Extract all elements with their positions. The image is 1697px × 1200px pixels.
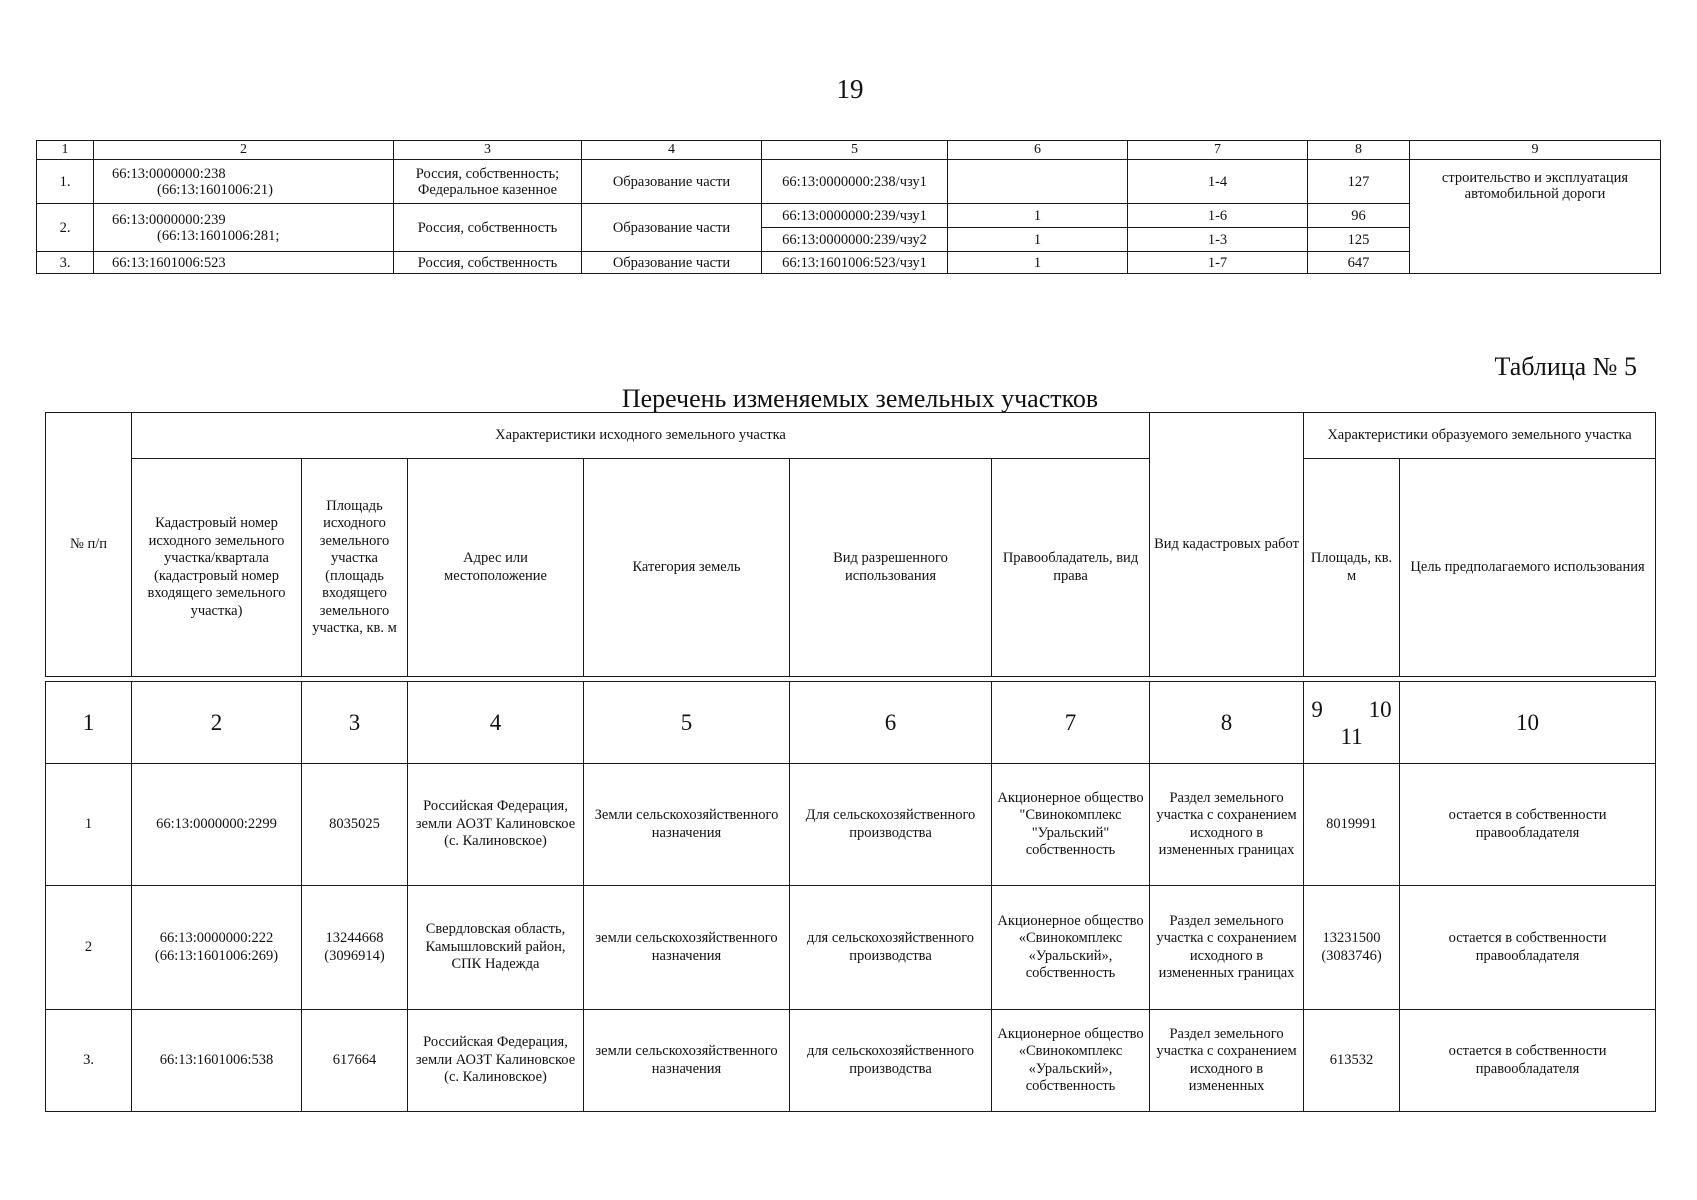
area: 617664 xyxy=(302,1010,408,1112)
area: 8035025 xyxy=(302,764,408,886)
address: Российская Федерация, земли АОЗТ Калиновское (с. Калиновское) xyxy=(408,1010,584,1112)
category: земли сельскохозяйственного назначения xyxy=(584,886,790,1010)
column-number: 5 xyxy=(584,682,790,764)
owner: Акционерное общество «Свинокомплекс «Уральский», собственность xyxy=(992,886,1150,1010)
action: Образование части xyxy=(582,160,762,204)
cadastral-main: 66:13:0000000:239 xyxy=(112,211,226,228)
table-row xyxy=(46,886,1656,1010)
column-number: 5 xyxy=(762,141,948,160)
row-number: 3. xyxy=(37,252,94,274)
header-new-area: Площадь, кв. м xyxy=(1304,459,1400,677)
area-value: 125 xyxy=(1308,228,1410,252)
col6-value: 1 xyxy=(948,204,1128,228)
row-number: 2 xyxy=(46,886,132,1010)
header-address: Адрес или местоположение xyxy=(408,459,584,677)
part-number: 66:13:0000000:239/чзу1 xyxy=(762,204,948,228)
header-kind: Вид кадастровых работ xyxy=(1150,413,1304,677)
cadastral-main: 66:13:1601006:523 xyxy=(112,254,226,271)
cadastral-main: 66:13:0000000:238 xyxy=(112,165,226,182)
part-number: 66:13:0000000:239/чзу2 xyxy=(762,228,948,252)
column-number: 1 xyxy=(37,141,94,160)
owner: Россия, собственность xyxy=(394,204,582,252)
row-number: 3. xyxy=(46,1010,132,1112)
category: земли сельскохозяйственного назначения xyxy=(584,1010,790,1112)
col6-value: 1 xyxy=(948,252,1128,274)
part-number: 66:13:1601006:523/чзу1 xyxy=(762,252,948,274)
col7-value: 1-3 xyxy=(1128,228,1308,252)
kind: Раздел земельного участка с сохранением исходного в измененных границах xyxy=(1150,764,1304,886)
page-number: 19 xyxy=(836,74,864,104)
row-number: 1. xyxy=(37,160,94,204)
kind: Раздел земельного участка с сохранением исходного в измененных границах xyxy=(1150,886,1304,1010)
header-row xyxy=(46,459,1656,677)
part-number: 66:13:0000000:238/чзу1 xyxy=(762,160,948,204)
table-title: Перечень изменяемых земельных участков xyxy=(621,384,1099,413)
column-number: 7 xyxy=(1128,141,1308,160)
col7-value: 1-7 xyxy=(1128,252,1308,274)
col6-value: 1 xyxy=(948,228,1128,252)
cadastral-number: 66:13:0000000:222 (66:13:1601006:269) xyxy=(132,886,302,1010)
owner: Акционерное общество "Свинокомплекс "Уральский" собственность xyxy=(992,764,1150,886)
purpose: остается в собственности правообладателя xyxy=(1400,764,1656,886)
header-source-group: Характеристики исходного земельного участка xyxy=(132,413,1150,459)
header-owner: Правообладатель, вид права xyxy=(992,459,1150,677)
address: Свердловская область, Камышловский район, СПК Надежда xyxy=(408,886,584,1010)
column-number: 4 xyxy=(408,682,584,764)
cadastral-number xyxy=(94,160,394,204)
column-number: 3 xyxy=(302,682,408,764)
header-purpose: Цель предполагаемого использования xyxy=(1400,459,1656,677)
category: Земли сельскохозяйственного назначения xyxy=(584,764,790,886)
column-number-row xyxy=(37,141,1661,160)
row-number: 1 xyxy=(46,764,132,886)
table-number: Таблица № 5 xyxy=(1494,352,1637,381)
action: Образование части xyxy=(582,252,762,274)
column-number: 6 xyxy=(790,682,992,764)
row-number: 2. xyxy=(37,204,94,252)
table-row xyxy=(46,1010,1656,1112)
new-area: 613532 xyxy=(1304,1010,1400,1112)
column-number: 2 xyxy=(132,682,302,764)
changed-plots-table xyxy=(45,412,1656,1112)
purpose: остается в собственности правообладателя xyxy=(1400,1010,1656,1112)
column-number: 1 xyxy=(46,682,132,764)
col6-value xyxy=(948,160,1128,204)
header-cadastral: Кадастровый номер исходного земельного участка/квартала (кадастровый номер входящего земельного участка) xyxy=(132,459,302,677)
header-usage: Вид разрешенного использования xyxy=(790,459,992,677)
area-value: 96 xyxy=(1308,204,1410,228)
action: Образование части xyxy=(582,204,762,252)
owner: Россия, собственность; Федеральное казенное xyxy=(394,160,582,204)
col7-value: 1-6 xyxy=(1128,204,1308,228)
usage: Для сельскохозяйственного производства xyxy=(790,764,992,886)
cadastral-number: 66:13:1601006:538 xyxy=(132,1010,302,1112)
kind: Раздел земельного участка с сохранением исходного в измененных xyxy=(1150,1010,1304,1112)
column-number: 8 xyxy=(1308,141,1410,160)
owner: Акционерное общество «Свинокомплекс «Уральский», собственность xyxy=(992,1010,1150,1112)
new-area: 13231500 (3083746) xyxy=(1304,886,1400,1010)
table-row xyxy=(37,160,1661,204)
parts-table xyxy=(36,140,1661,274)
header-category: Категория земель xyxy=(584,459,790,677)
column-number: 7 xyxy=(992,682,1150,764)
area-value: 127 xyxy=(1308,160,1410,204)
column-number: 8 xyxy=(1150,682,1304,764)
area-value: 647 xyxy=(1308,252,1410,274)
header-area: Площадь исходного земельного участка (площадь входящего земельного участка, кв. м xyxy=(302,459,408,677)
column-number: 2 xyxy=(94,141,394,160)
column-number: 3 xyxy=(394,141,582,160)
table-row xyxy=(46,764,1656,886)
owner: Россия, собственность xyxy=(394,252,582,274)
column-number: 4 xyxy=(582,141,762,160)
column-number: 9 xyxy=(1410,141,1661,160)
cadastral-sub: (66:13:1601006:21) xyxy=(157,181,273,198)
new-area: 8019991 xyxy=(1304,764,1400,886)
column-number: 10 xyxy=(1400,682,1656,764)
group-header-row xyxy=(46,413,1656,459)
cadastral-number xyxy=(94,204,394,252)
header-target-group: Характеристики образуемого земельного участка xyxy=(1304,413,1656,459)
usage: для сельскохозяйственного производства xyxy=(790,1010,992,1112)
cadastral-number: 66:13:0000000:2299 xyxy=(132,764,302,886)
cadastral-number xyxy=(94,252,394,274)
column-number-row xyxy=(46,682,1656,764)
purpose: остается в собственности правообладателя xyxy=(1400,886,1656,1010)
cadastral-sub: (66:13:1601006:281; xyxy=(157,227,280,244)
col7-value: 1-4 xyxy=(1128,160,1308,204)
column-number: 6 xyxy=(948,141,1128,160)
column-number: 9 10 11 xyxy=(1304,682,1400,764)
area: 13244668 (3096914) xyxy=(302,886,408,1010)
purpose: строительство и эксплуатация автомобильной дороги xyxy=(1410,160,1661,274)
header-num: № п/п xyxy=(46,413,132,677)
address: Российская Федерация, земли АОЗТ Калиновское (с. Калиновское) xyxy=(408,764,584,886)
usage: для сельскохозяйственного производства xyxy=(790,886,992,1010)
